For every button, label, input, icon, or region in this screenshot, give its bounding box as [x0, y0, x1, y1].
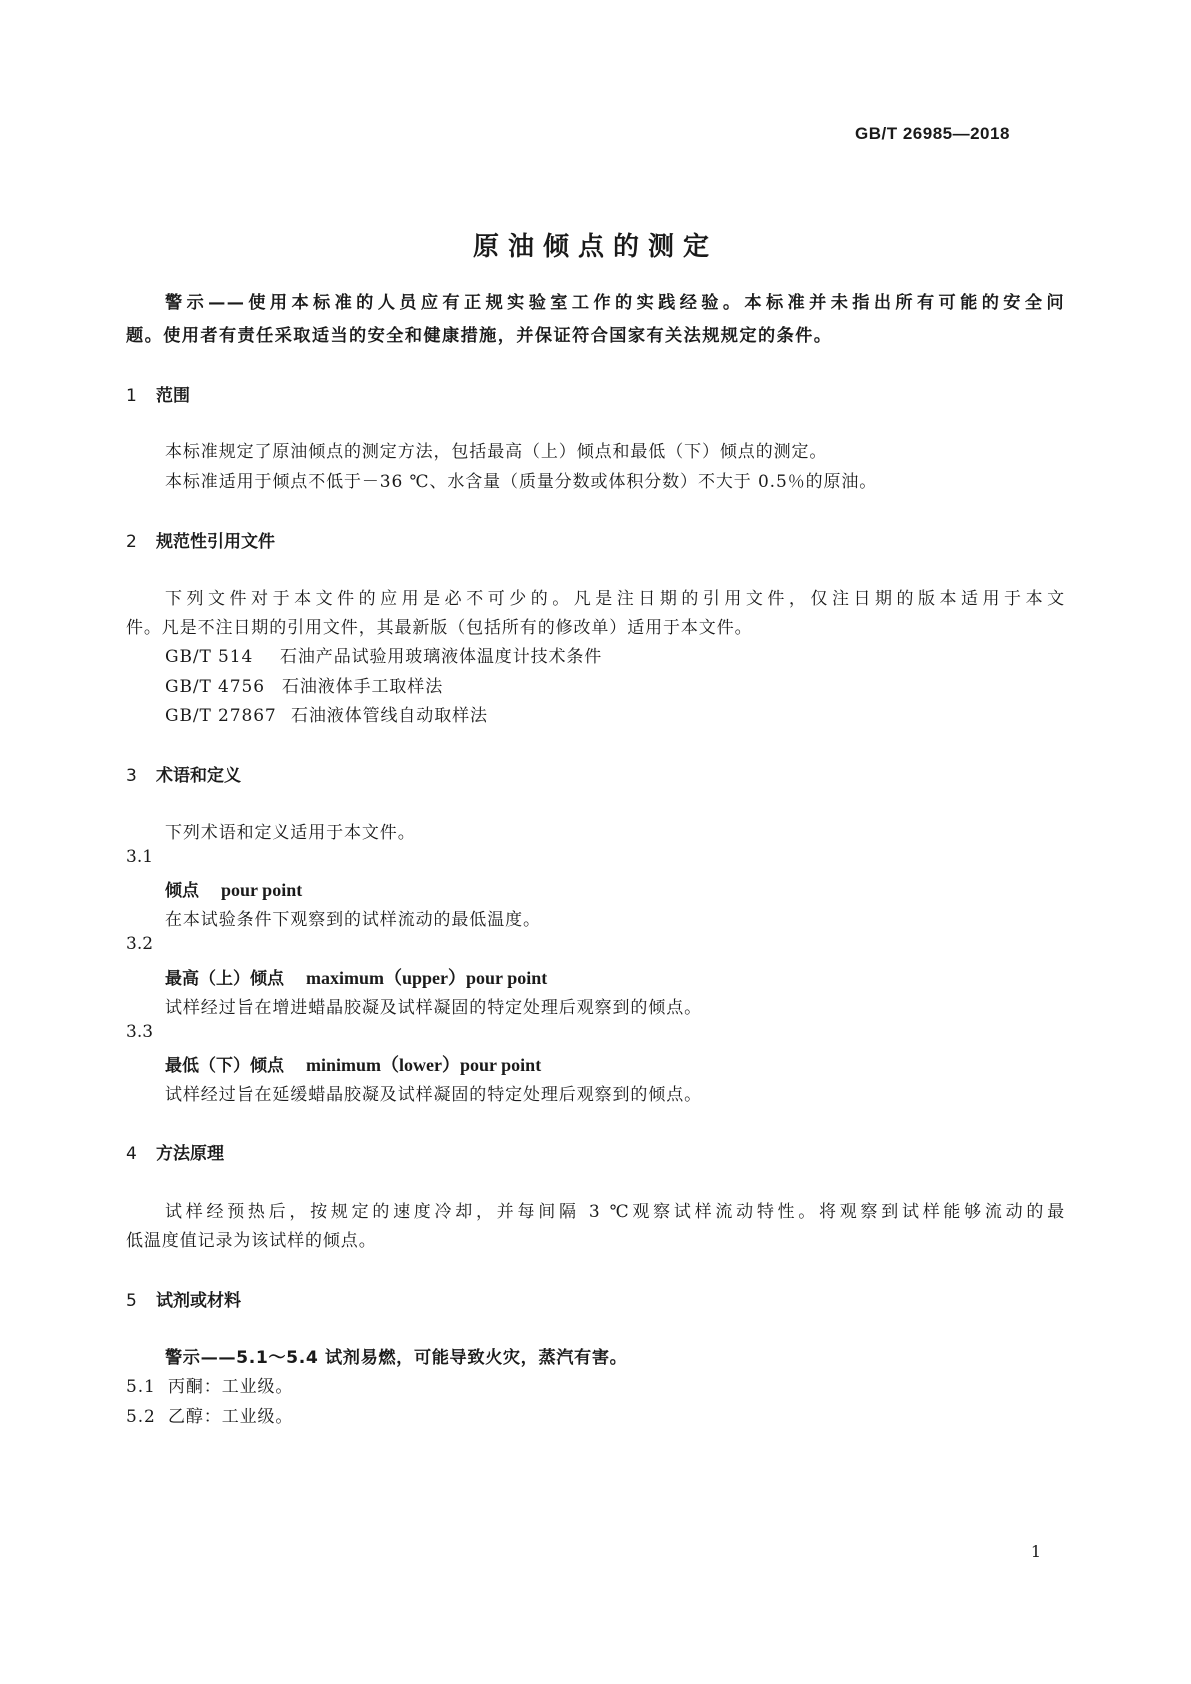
- reference-code: GB/T 4756: [165, 677, 265, 697]
- section-4-line-1: 试样经预热后，按规定的速度冷却，并每间隔 3 ℃观察试样流动特性。将观察到试样能够流动的最: [165, 1202, 1065, 1222]
- list-item: [126, 1402, 293, 1427]
- section-number: 1: [126, 386, 137, 406]
- section-number: 4: [126, 1144, 137, 1164]
- term-definition: 试样经过旨在增进蜡晶胶凝及试样凝固的特定处理后观察到的倾点。: [165, 998, 702, 1018]
- page-number: 1: [1030, 1542, 1041, 1561]
- section-number: 5: [126, 1291, 137, 1311]
- section-title: 规范性引用文件: [156, 532, 275, 552]
- reference-item: [165, 701, 488, 726]
- term-heading: [165, 964, 547, 990]
- term-definition: 试样经过旨在延缓蜡晶胶凝及试样凝固的特定处理后观察到的倾点。: [165, 1085, 702, 1105]
- section-1-paragraph-2: 本标准适用于倾点不低于－36 ℃、水含量（质量分数或体积分数）不大于 0.5％的原油。: [165, 472, 878, 492]
- item-number: 5.2: [126, 1407, 156, 1427]
- term-en: maximum（upper）pour point: [306, 968, 548, 988]
- section-title: 范围: [156, 386, 190, 406]
- section-3-heading: [126, 761, 241, 786]
- reference-title: 石油液体手工取样法: [282, 677, 444, 697]
- section-1-heading: [126, 381, 190, 406]
- term-heading: [165, 1051, 541, 1077]
- section-5-warning: 警示——5.1～5.4 试剂易燃，可能导致火灾，蒸汽有害。: [165, 1348, 628, 1368]
- item-number: 5.1: [126, 1377, 156, 1397]
- list-item: [126, 1372, 293, 1397]
- term-number: 3.3: [126, 1022, 154, 1042]
- document-title: 原油倾点的测定: [472, 232, 718, 262]
- section-4-line-2: 低温度值记录为该试样的倾点。: [126, 1231, 377, 1251]
- standard-number: GB/T 26985—2018: [855, 124, 1010, 143]
- section-3-intro: 下列术语和定义适用于本文件。: [165, 823, 416, 843]
- item-text: 乙醇：工业级。: [168, 1407, 294, 1427]
- section-2-paragraph-line-2: 件。凡是不注日期的引用文件，其最新版（包括所有的修改单）适用于本文件。: [126, 618, 753, 638]
- term-number: 3.1: [126, 847, 154, 867]
- section-number: 2: [126, 532, 137, 552]
- section-5-heading: [126, 1286, 241, 1311]
- section-4-heading: [126, 1139, 224, 1164]
- reference-item: [165, 672, 443, 697]
- section-2-heading: [126, 527, 275, 552]
- item-text: 丙酮：工业级。: [168, 1377, 294, 1397]
- term-heading: [165, 876, 302, 901]
- term-number: 3.2: [126, 934, 154, 954]
- section-title: 方法原理: [156, 1144, 224, 1164]
- reference-title: 石油产品试验用玻璃液体温度计技术条件: [280, 647, 603, 667]
- term-en: pour point: [221, 880, 303, 900]
- reference-code: GB/T 514: [165, 647, 254, 667]
- section-2-paragraph-line-1: 下列文件对于本文件的应用是必不可少的。凡是注日期的引用文件，仅注日期的版本适用于本文: [165, 589, 1065, 609]
- section-1-paragraph-1: 本标准规定了原油倾点的测定方法，包括最高（上）倾点和最低（下）倾点的测定。: [165, 442, 828, 462]
- term-en: minimum（lower）pour point: [306, 1055, 542, 1075]
- term-zh: 倾点: [165, 881, 199, 901]
- warning-line-2: 题。使用者有责任采取适当的安全和健康措施，并保证符合国家有关法规规定的条件。: [126, 326, 833, 346]
- term-definition: 在本试验条件下观察到的试样流动的最低温度。: [165, 910, 541, 930]
- term-zh: 最高（上）倾点: [165, 969, 284, 989]
- reference-title: 石油液体管线自动取样法: [291, 706, 488, 726]
- term-zh: 最低（下）倾点: [165, 1056, 284, 1076]
- warning-line-1: 警示——使用本标准的人员应有正规实验室工作的实践经验。本标准并未指出所有可能的安全问: [165, 293, 1065, 313]
- section-title: 试剂或材料: [156, 1291, 241, 1311]
- section-title: 术语和定义: [156, 766, 241, 786]
- reference-code: GB/T 27867: [165, 706, 277, 726]
- section-number: 3: [126, 766, 137, 786]
- reference-item: [165, 642, 602, 667]
